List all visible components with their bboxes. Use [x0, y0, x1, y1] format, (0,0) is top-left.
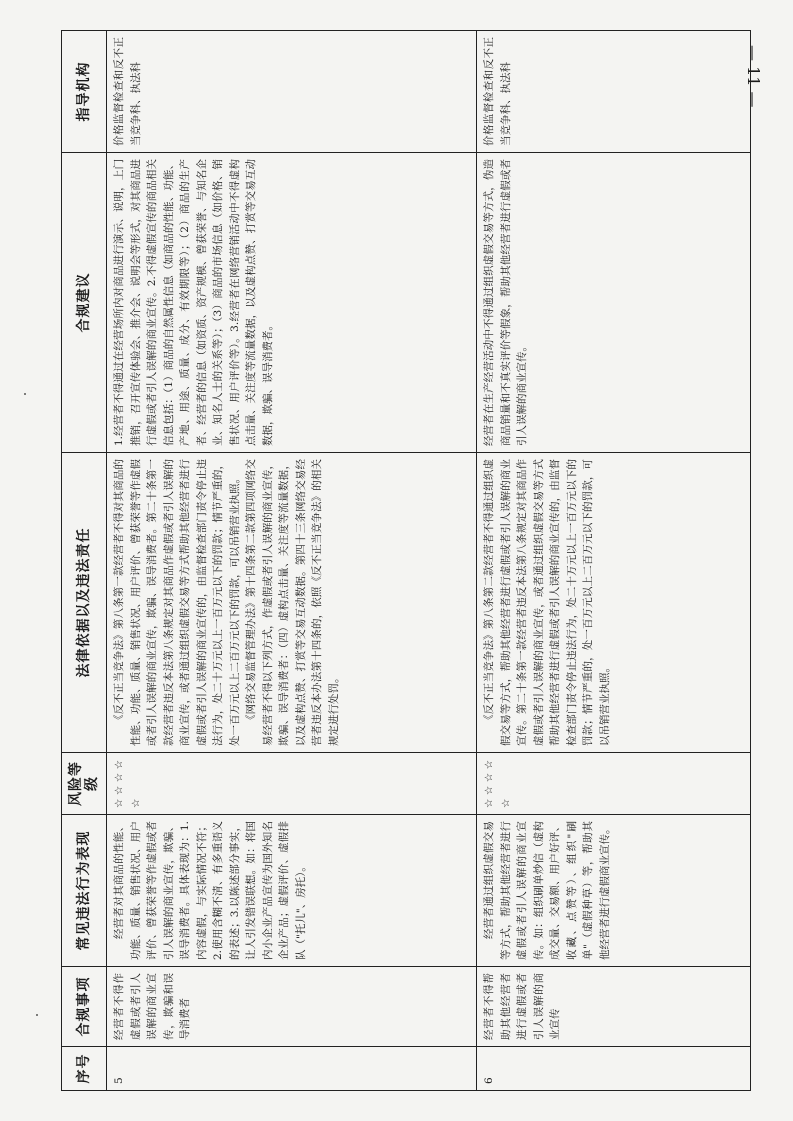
header-item: 合规事项	[62, 967, 107, 1047]
row-legal-basis	[107, 453, 477, 753]
row-behavior	[107, 815, 477, 967]
header-basis: 法律依据以及违法责任	[62, 453, 107, 753]
basis-paragraph: 《反不正当竞争法》第八条第一款经营者不得对其商品的性能、功能、质量、销售状况、用户评价、曾获荣誉等作虚假或者引人误解的商业宣传，欺骗、误导消费者。第二十条第一款经营者违反本法第八条规定对其商品作虚假或者引人误解的商业宣传，或者通过组织虚假交易等方式帮助其他经营者进行虚假或者引人误解的商业宣传的，由监督检查部门责令停止违法行为，处二十万元以上一百万元以下的罚款；情节严重的，处一百万元以上二百万元以下的罚款，可以吊销营业执照。	[113, 459, 241, 746]
row-guiding-org: 价格监督检查和反不正当竞争科、执法科	[107, 31, 477, 153]
header-seq: 序号	[62, 1047, 107, 1091]
table-row	[477, 31, 751, 1091]
row-advice	[107, 153, 477, 453]
row-seq: 5	[107, 1047, 477, 1091]
advice-paragraph: 经营者在生产经营活动中不得通过组织虚假交易等方式，伪造商品销量和不真实评价等假象，帮助其他经营者进行虚假或者引人误解的商业宣传。	[483, 159, 528, 446]
scan-speck	[36, 1014, 38, 1016]
row-compliance-item: 经营者不得帮助其他经营者进行虚假或者引人误解的商业宣传	[477, 967, 751, 1047]
row-legal-basis	[477, 453, 751, 753]
header-behavior: 常见违法行为表现	[62, 815, 107, 967]
header-org: 指导机构	[62, 31, 107, 153]
row-seq: 6	[477, 1047, 751, 1091]
row-guiding-org: 价格监督检查和反不正当竞争科、执法科	[477, 31, 751, 153]
basis-paragraph: 《反不正当竞争法》第八条第二款经营者不得通过组织虚假交易等方式，帮助其他经营者进行虚假或者引人误解的商业宣传。第二十条第一款经营者违反本法第八条规定对其商品作虚假或者引人误解的商业宣传，或者通过组织虚假交易等方式帮助其他经营者进行虚假或者引人误解的商业宣传的，由监督检查部门责令停止违法行为，处二十万元以上一百万元以下的罚款；情节严重的，处一百万元以上二百万元以下的罚款，可以吊销营业执照。	[483, 459, 611, 746]
row-advice	[477, 153, 751, 453]
advice-paragraph: 1.经营者不得通过在经营场所内对商品进行演示、说明，上门推销，召开宣传体验会、推介会、说明会等形式，对其商品进行虚假或者引人误解的商业宣传。2.不得虚假宣传的商品相关信息包括：（1）商品的自然属性信息（如商品的性能、功能、产地、用途、质量、成分、有效期限等）；（2）商品的生产者、经营者的信息（如资质、资产规模、曾获荣誉、与知名企业、知名人士的关系等）；（3）商品的市场信息（如价格、销售状况、用户评价等）。3.经营者在网络营销活动中不得虚构点击量、关注度等流量数据，以及虚构点赞、打赏等交易互动数据，欺骗、误导消费者。	[113, 159, 274, 446]
table-row	[107, 31, 477, 1091]
row-behavior	[477, 815, 751, 967]
rotated-table-wrapper	[61, 31, 751, 1091]
row-compliance-item: 经营者不得作虚假或者引人误解的商业宣传，欺骗和误导消费者	[107, 967, 477, 1047]
risk-stars: ☆☆☆☆☆	[107, 753, 477, 815]
page-number: — 11 —	[744, 45, 763, 108]
table-header-row	[62, 31, 107, 1091]
header-advice: 合规建议	[62, 153, 107, 453]
risk-stars: ☆☆☆☆☆	[477, 753, 751, 815]
basis-paragraph: 《网络交易监督管理办法》第十四条第二款第四项网络交易经营者不得以下列方式，作虚假或者引人误解的商业宣传，欺骗、误导消费者：（四）虚构点击量、关注度等流量数据，以及虚构点赞、打赏等交易互动数据。第四十三条网络交易经营者违反本办法第十四条的，依照《反不正当竞争法》的相关规定进行处罚。	[245, 459, 340, 746]
behavior-paragraph: 经营者对其商品的性能、功能、质量、销售状况、用户评价、曾获荣誉等作虚假或者引人误解的商业宣传，欺骗、误导消费者。具体表现为：1.内容虚假，与实际情况不符；2.使用含糊不清、有多重语义的表述；3.以陈述部分事实，让人引发错误联想。如：将国内小企业产品宣传为国外知名企业产品；虚假评价、虚假排队（"托儿"、房托）。	[113, 821, 307, 960]
header-risk: 风险等级	[62, 753, 107, 815]
behavior-paragraph: 经营者通过组织虚假交易等方式，帮助其他经营者进行虚假或者引人误解的商业宣传。如：组织刷单炒信（虚构成交量、交易额、用户好评、收藏、点赞等）、组织"刷单"（虚假种草）等，帮助其他经营者进行虚假商业宣传。	[483, 821, 611, 960]
compliance-table	[61, 30, 751, 1091]
scan-speck	[24, 393, 26, 395]
